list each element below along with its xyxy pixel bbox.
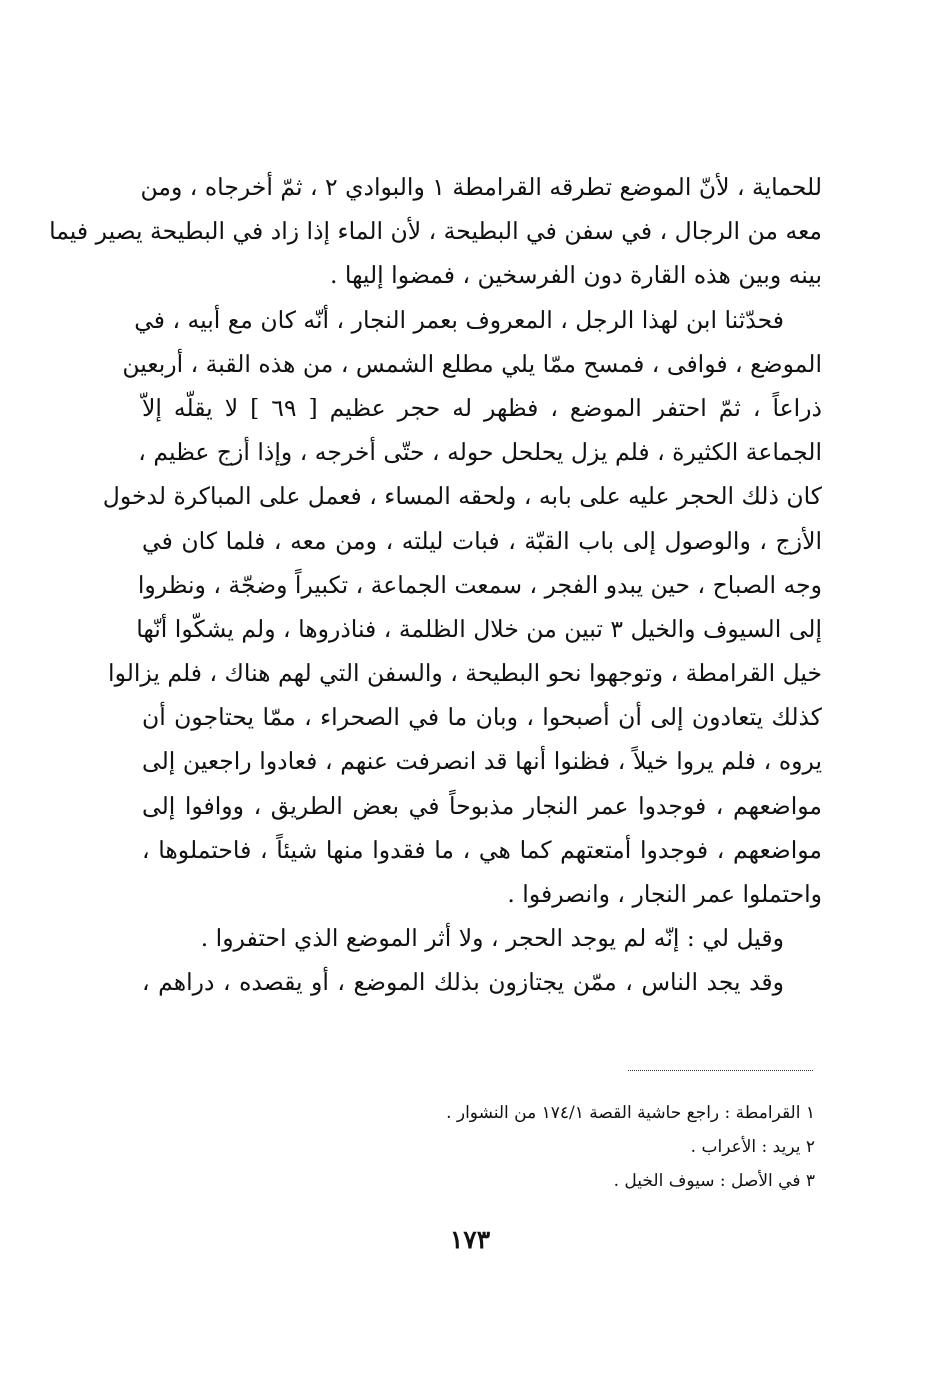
footnote: ٣ في الأصل : سيوف الخيل . bbox=[613, 1171, 815, 1191]
text-line: فحدّثنا ابن لهذا الرجل ، المعروف بعمر النجار ، أنّه كان مع أبيه ، في bbox=[134, 305, 784, 334]
footnotes bbox=[300, 1096, 815, 1198]
page-number: ١٧٣ bbox=[449, 1225, 491, 1254]
text-line: بينه وبين هذه القارة دون الفرسخين ، فمضوا إليها . bbox=[329, 261, 822, 290]
text-line: مواضعهم ، فوجدوا أمتعتهم كما هي ، ما فقدوا منها شيئاً ، فاحتملوها ، bbox=[142, 835, 822, 864]
text-line: كذلك يتعادون إلى أن أصبحوا ، وبان ما في الصحراء ، ممّا يحتاجون أن bbox=[142, 703, 822, 732]
text-line: الأزج ، والوصول إلى باب القبّة ، فبات ليلته ، ومن معه ، فلما كان في bbox=[142, 526, 822, 555]
text-line: للحماية ، لأنّ الموضع تطرقه القرامطة ١ والبوادي ٢ ، ثمّ أخرجاه ، ومن bbox=[140, 173, 822, 201]
text-line: معه من الرجال ، في سفن في البطيحة ، لأن الماء إذا زاد في البطيحة يصير فيما bbox=[49, 217, 822, 246]
text-line: واحتملوا عمر النجار ، وانصرفوا . bbox=[507, 880, 822, 908]
text-line: وقيل لي : إنّه لم يوجد الحجر ، ولا أثر الموضع الذي احتفروا . bbox=[200, 924, 784, 953]
text-line: كان ذلك الحجر عليه على بابه ، ولحقه المساء ، فعمل على المباكرة لدخول bbox=[102, 482, 822, 511]
text-line: إلى السيوف والخيل ٣ تبين من خلال الظلمة ، فناذروها ، ولم يشكّوا أنّها bbox=[136, 614, 822, 643]
footnote: ١ القرامطة : راجع حاشية القصة ١٧٤/١ من النشوار . bbox=[446, 1103, 815, 1123]
text-line: مواضعهم ، فوجدوا عمر النجار مذبوحاً في بعض الطريق ، ووافوا إلى bbox=[142, 791, 822, 820]
text-line: يروه ، فلم يروا خيلاً ، فظنوا أنها قد انصرفت عنهم ، فعادوا راجعين إلى bbox=[142, 747, 822, 776]
main-text bbox=[49, 165, 822, 1005]
text-line: الجماعة الكثيرة ، فلم يزل يحلحل حوله ، حتّى أخرجه ، وإذا أزج عظيم ، bbox=[138, 438, 822, 467]
text-line: الموضع ، فوافى ، فمسح ممّا يلي مطلع الشمس ، من هذه القبة ، أربعين bbox=[122, 349, 822, 378]
text-line: ذراعاً ، ثمّ احتفر الموضع ، فظهر له حجر عظيم [ ٦٩ ] لا يقلّه إلاّ bbox=[142, 393, 822, 422]
text-line: خيل القرامطة ، وتوجهوا نحو البطيحة ، والسفن التي لهم هناك ، فلم يزالوا bbox=[108, 659, 822, 688]
text-line: وجه الصباح ، حين يبدو الفجر ، سمعت الجماعة ، تكبيراً وضجّة ، ونظروا bbox=[137, 570, 822, 599]
footnote: ٢ يريد : الأعراب . bbox=[690, 1137, 815, 1157]
text-line: وقد يجد الناس ، ممّن يجتازون بذلك الموضع ، أو يقصده ، دراهم ، bbox=[142, 968, 784, 997]
footnote-divider bbox=[628, 1070, 813, 1071]
